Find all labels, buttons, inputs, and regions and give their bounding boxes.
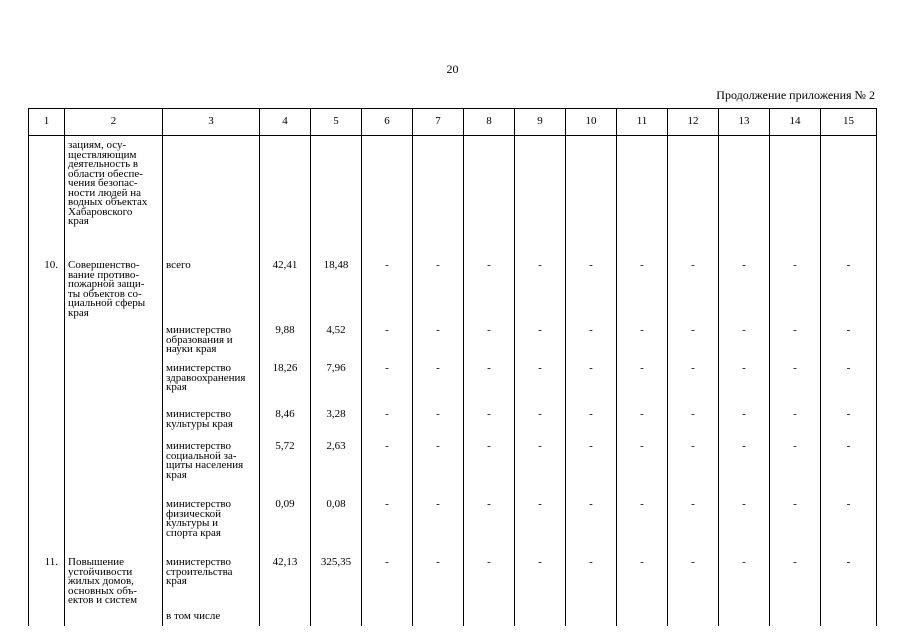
- table-cell-col-13: -: [719, 436, 770, 488]
- column-header-11: 11: [617, 109, 668, 136]
- table-cell-col-10: [566, 136, 617, 247]
- table-cell-col-8: -: [464, 404, 515, 436]
- table-cell-col-9: [515, 136, 566, 247]
- table-cell-col-4: 18,26: [260, 358, 311, 404]
- table-cell-col-2: зациям, осу- ществляющим деятельность в области обеспе- чения безопас- ности людей на водных объектах Хабаровского края: [65, 136, 163, 247]
- table-cell-col-15: [821, 606, 877, 626]
- table-cell-col-11: -: [617, 318, 668, 358]
- table-cell-col-13: -: [719, 488, 770, 543]
- table-row: [29, 606, 877, 626]
- table-cell-col-12: -: [668, 436, 719, 488]
- table-cell-col-7: -: [413, 358, 464, 404]
- table-cell-col-8: -: [464, 358, 515, 404]
- table-cell-col-10: -: [566, 488, 617, 543]
- table-cell-col-10: -: [566, 543, 617, 606]
- table-cell-col-15: -: [821, 318, 877, 358]
- table-cell-col-13: [719, 606, 770, 626]
- table-cell-col-8: -: [464, 246, 515, 318]
- table-cell-col-2: [65, 404, 163, 436]
- table-cell-col-13: -: [719, 246, 770, 318]
- table-cell-col-8: -: [464, 436, 515, 488]
- table-cell-col-8: -: [464, 488, 515, 543]
- column-header-4: 4: [260, 109, 311, 136]
- table-cell-col-13: -: [719, 404, 770, 436]
- column-header-5: 5: [311, 109, 362, 136]
- table-cell-col-6: -: [362, 246, 413, 318]
- table-cell-col-3: министерство строительства края: [163, 543, 260, 606]
- table-cell-col-13: -: [719, 543, 770, 606]
- column-header-8: 8: [464, 109, 515, 136]
- table-cell-col-11: -: [617, 436, 668, 488]
- table-cell-col-7: -: [413, 246, 464, 318]
- table-cell-col-6: -: [362, 404, 413, 436]
- table-cell-col-7: -: [413, 404, 464, 436]
- table-cell-col-3: в том числе: [163, 606, 260, 626]
- table-cell-col-7: [413, 136, 464, 247]
- table-cell-col-14: -: [770, 436, 821, 488]
- table-cell-col-9: -: [515, 246, 566, 318]
- table-header: [29, 109, 877, 136]
- table-cell-col-2: Совершенство- вание противо- пожарной защи- ты объектов со- циальной сферы края: [65, 246, 163, 318]
- table-cell-col-10: -: [566, 436, 617, 488]
- column-header-2: 2: [65, 109, 163, 136]
- table-cell-col-5: [311, 606, 362, 626]
- column-header-6: 6: [362, 109, 413, 136]
- table-cell-col-3: министерство здравоохранения края: [163, 358, 260, 404]
- table-cell-col-3: [163, 136, 260, 247]
- table-cell-col-1: 10.: [29, 246, 65, 318]
- table-cell-col-13: -: [719, 358, 770, 404]
- column-header-1: 1: [29, 109, 65, 136]
- table-cell-col-2: [65, 488, 163, 543]
- table-cell-col-12: -: [668, 404, 719, 436]
- table-cell-col-5: 2,63: [311, 436, 362, 488]
- table-cell-col-3: всего: [163, 246, 260, 318]
- table-cell-col-14: -: [770, 404, 821, 436]
- table-cell-col-4: 8,46: [260, 404, 311, 436]
- table-cell-col-5: 18,48: [311, 246, 362, 318]
- table-cell-col-10: [566, 606, 617, 626]
- table-cell-col-9: [515, 606, 566, 626]
- table-cell-col-12: [668, 136, 719, 247]
- table-cell-col-2: [65, 318, 163, 358]
- table-cell-col-11: -: [617, 488, 668, 543]
- table-cell-col-12: -: [668, 318, 719, 358]
- table-cell-col-9: -: [515, 318, 566, 358]
- table-cell-col-13: -: [719, 318, 770, 358]
- table-cell-col-11: [617, 606, 668, 626]
- table-cell-col-15: -: [821, 543, 877, 606]
- table-cell-col-6: -: [362, 358, 413, 404]
- appendix-table: [28, 108, 877, 626]
- table-cell-col-4: [260, 606, 311, 626]
- table-cell-col-2: [65, 436, 163, 488]
- table-cell-col-1: [29, 404, 65, 436]
- table-cell-col-6: -: [362, 436, 413, 488]
- table-cell-col-7: -: [413, 543, 464, 606]
- table-row: [29, 488, 877, 543]
- table-row: [29, 436, 877, 488]
- table-cell-col-5: 325,35: [311, 543, 362, 606]
- table-cell-col-5: 7,96: [311, 358, 362, 404]
- column-header-13: 13: [719, 109, 770, 136]
- table-cell-col-5: 4,52: [311, 318, 362, 358]
- table-cell-col-9: -: [515, 358, 566, 404]
- table-cell-col-14: -: [770, 543, 821, 606]
- table-cell-col-7: -: [413, 436, 464, 488]
- table-cell-col-14: -: [770, 318, 821, 358]
- table-cell-col-9: -: [515, 488, 566, 543]
- table-cell-col-6: [362, 136, 413, 247]
- table-cell-col-6: -: [362, 318, 413, 358]
- table-cell-col-14: -: [770, 246, 821, 318]
- table-cell-col-14: [770, 606, 821, 626]
- column-header-12: 12: [668, 109, 719, 136]
- table-cell-col-8: [464, 136, 515, 247]
- table-cell-col-5: [311, 136, 362, 247]
- table-cell-col-15: -: [821, 246, 877, 318]
- table-cell-col-13: [719, 136, 770, 247]
- table-cell-col-12: -: [668, 488, 719, 543]
- column-header-7: 7: [413, 109, 464, 136]
- table-cell-col-9: -: [515, 404, 566, 436]
- table-cell-col-14: -: [770, 488, 821, 543]
- table-cell-col-7: [413, 606, 464, 626]
- table-cell-col-4: [260, 136, 311, 247]
- table-cell-col-10: -: [566, 404, 617, 436]
- table-cell-col-8: -: [464, 543, 515, 606]
- table-cell-col-1: [29, 318, 65, 358]
- column-header-9: 9: [515, 109, 566, 136]
- table-cell-col-9: -: [515, 436, 566, 488]
- table-cell-col-2: Повышение устойчивости жилых домов, основных объ- ектов и систем: [65, 543, 163, 606]
- table-cell-col-11: -: [617, 358, 668, 404]
- table-cell-col-3: министерство образования и науки края: [163, 318, 260, 358]
- table-cell-col-10: -: [566, 358, 617, 404]
- table-cell-col-15: -: [821, 404, 877, 436]
- table-cell-col-6: -: [362, 488, 413, 543]
- table-cell-col-12: -: [668, 246, 719, 318]
- table-cell-col-2: [65, 606, 163, 626]
- table-cell-col-3: министерство культуры края: [163, 404, 260, 436]
- table-cell-col-1: [29, 358, 65, 404]
- table-row: [29, 404, 877, 436]
- table-cell-col-6: -: [362, 543, 413, 606]
- table-cell-col-3: министерство социальной за- щиты населения края: [163, 436, 260, 488]
- table-cell-col-1: [29, 136, 65, 247]
- table-cell-col-10: -: [566, 318, 617, 358]
- table-body: [29, 136, 877, 626]
- table-cell-col-1: [29, 488, 65, 543]
- table-cell-col-9: -: [515, 543, 566, 606]
- column-header-15: 15: [821, 109, 877, 136]
- table-cell-col-15: -: [821, 358, 877, 404]
- table-cell-col-5: 0,08: [311, 488, 362, 543]
- table-cell-col-1: [29, 606, 65, 626]
- table-cell-col-15: -: [821, 436, 877, 488]
- table-cell-col-12: -: [668, 543, 719, 606]
- table-cell-col-14: -: [770, 358, 821, 404]
- table-cell-col-12: [668, 606, 719, 626]
- column-header-3: 3: [163, 109, 260, 136]
- table-cell-col-14: [770, 136, 821, 247]
- table-cell-col-15: -: [821, 488, 877, 543]
- table-cell-col-8: -: [464, 318, 515, 358]
- table-cell-col-1: [29, 436, 65, 488]
- page-number: 20: [446, 62, 459, 76]
- table-cell-col-4: 42,41: [260, 246, 311, 318]
- table-row: [29, 136, 877, 247]
- table-cell-col-4: 9,88: [260, 318, 311, 358]
- table-cell-col-15: [821, 136, 877, 247]
- table-cell-col-12: -: [668, 358, 719, 404]
- table-row: [29, 358, 877, 404]
- table-cell-col-2: [65, 358, 163, 404]
- continuation-caption: Продолжение приложения № 2: [716, 88, 875, 102]
- table-cell-col-11: -: [617, 404, 668, 436]
- table-cell-col-4: 0,09: [260, 488, 311, 543]
- table-cell-col-3: министерство физической культуры и спорта края: [163, 488, 260, 543]
- column-header-10: 10: [566, 109, 617, 136]
- table-cell-col-11: [617, 136, 668, 247]
- table-cell-col-4: 42,13: [260, 543, 311, 606]
- table-cell-col-11: -: [617, 246, 668, 318]
- table-cell-col-6: [362, 606, 413, 626]
- column-header-14: 14: [770, 109, 821, 136]
- table-cell-col-4: 5,72: [260, 436, 311, 488]
- table-cell-col-1: 11.: [29, 543, 65, 606]
- table-row: [29, 246, 877, 318]
- table-cell-col-8: [464, 606, 515, 626]
- table-cell-col-5: 3,28: [311, 404, 362, 436]
- table-row: [29, 543, 877, 606]
- table-cell-col-7: -: [413, 318, 464, 358]
- table-cell-col-10: -: [566, 246, 617, 318]
- table-cell-col-7: -: [413, 488, 464, 543]
- table-cell-col-11: -: [617, 543, 668, 606]
- table-row: [29, 318, 877, 358]
